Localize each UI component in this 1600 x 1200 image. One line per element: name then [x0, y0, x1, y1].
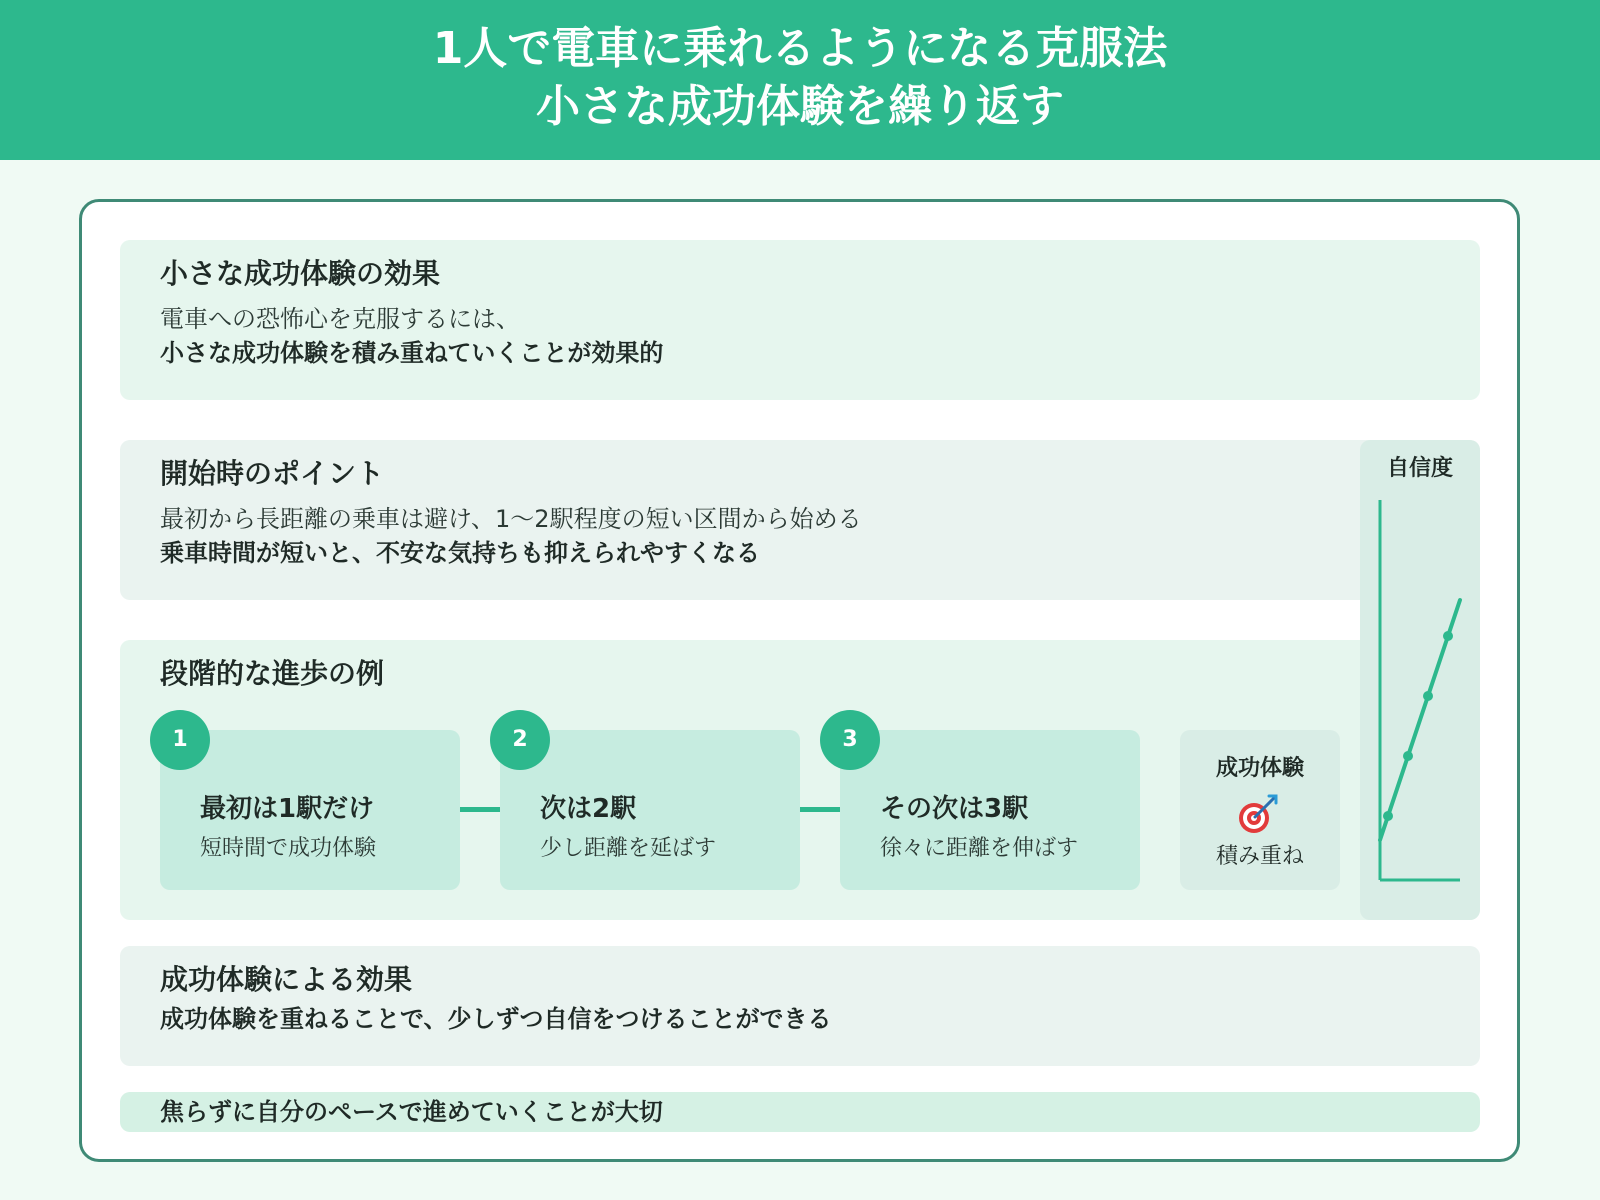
result-section	[120, 946, 1480, 1066]
success-stack-card	[1180, 730, 1340, 890]
target-icon	[1236, 792, 1280, 836]
step-desc: 短時間で成功体験	[200, 836, 377, 861]
step-number-badge: 1	[150, 710, 210, 770]
confidence-point	[1383, 811, 1393, 821]
footer-note	[120, 1092, 1480, 1132]
page-header	[0, 0, 1600, 160]
start-bold: 乗車時間が短いと、不安な気持ちも抑えられやすくなる	[160, 539, 760, 567]
confidence-label: 自信度	[1386, 456, 1453, 481]
step-card-3	[840, 730, 1140, 890]
start-section	[120, 440, 1480, 600]
step-title: 次は2駅	[540, 794, 637, 824]
step-title: その次は3駅	[880, 794, 1029, 824]
header-title-line1: 1人で電車に乗れるようになる克服法	[432, 23, 1168, 74]
success-sub: 積み重ね	[1215, 844, 1304, 869]
step-title: 最初は1駅だけ	[200, 794, 375, 824]
step-connector	[460, 807, 500, 812]
start-title: 開始時のポイント	[160, 457, 385, 490]
start-text: 最初から長距離の乗車は避け、1〜2駅程度の短い区間から始める	[160, 505, 862, 533]
confidence-point	[1443, 631, 1453, 641]
progress-title: 段階的な進歩の例	[160, 657, 385, 690]
effect-bold: 小さな成功体験を積み重ねていくことが効果的	[160, 339, 664, 367]
confidence-point	[1423, 691, 1433, 701]
step-desc: 徐々に距離を伸ばす	[880, 836, 1079, 861]
header-title-line2: 小さな成功体験を繰り返す	[536, 81, 1064, 132]
step-connector	[800, 807, 840, 812]
confidence-chart	[1360, 440, 1480, 920]
footer-bold: 焦らずに自分のペースで進めていくことが大切	[160, 1098, 663, 1126]
effect-section	[120, 240, 1480, 400]
success-title: 成功体験	[1215, 756, 1304, 781]
result-title: 成功体験による効果	[160, 963, 413, 996]
confidence-panel	[1360, 440, 1480, 920]
effect-title: 小さな成功体験の効果	[160, 257, 441, 290]
step-number-badge: 3	[820, 710, 880, 770]
result-bold: 成功体験を重ねることで、少しずつ自信をつけることができる	[160, 1005, 832, 1033]
confidence-point	[1403, 751, 1413, 761]
step-desc: 少し距離を延ばす	[540, 836, 717, 861]
effect-text: 電車への恐怖心を克服するには、	[160, 305, 520, 333]
step-number-badge: 2	[490, 710, 550, 770]
